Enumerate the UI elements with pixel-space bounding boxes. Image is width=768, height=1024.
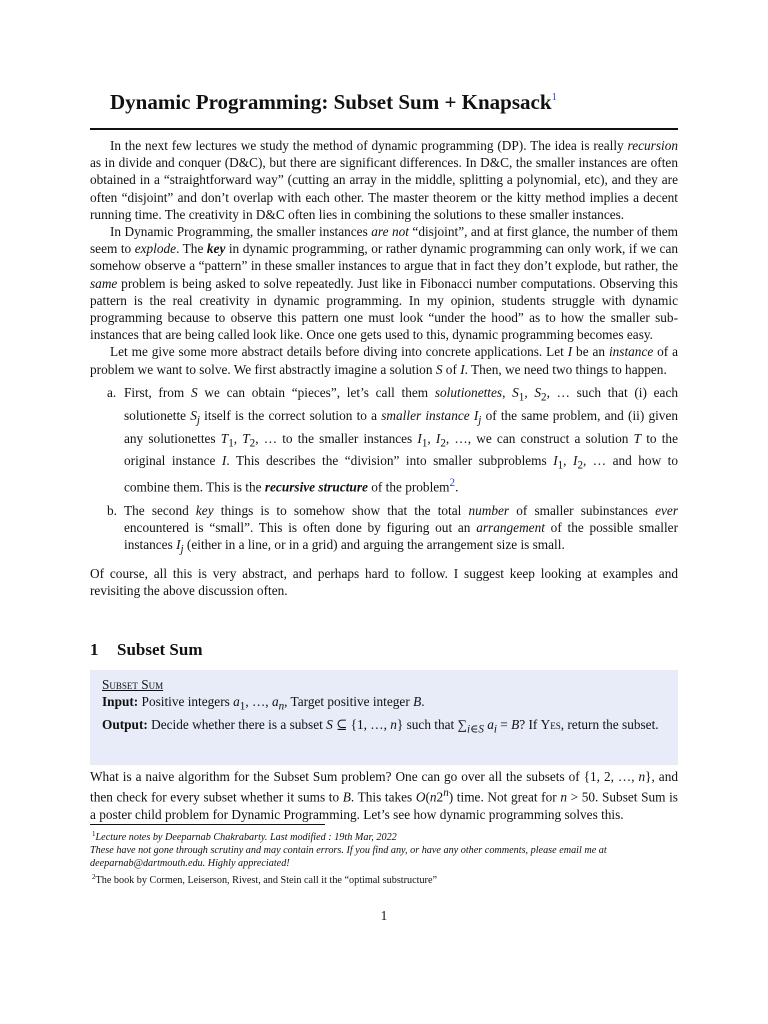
paper-title: Dynamic Programming: Subset Sum + Knapsack$^1$ xyxy=(110,90,558,114)
footnote-ref-2[interactable]: 2 xyxy=(449,477,456,490)
footnote-1: $^1$Lecture notes by Deeparnab Chakrabarty. Last modified : 19th Mar, 2022 xyxy=(92,830,397,843)
page-number: 1 xyxy=(380,908,388,923)
problem-name: Subset Sum xyxy=(102,677,164,692)
input-label: Input: xyxy=(102,694,139,710)
section-title: Subset Sum xyxy=(117,640,203,659)
section-heading xyxy=(90,640,203,660)
problem-box xyxy=(90,670,678,765)
output-label: Output: xyxy=(102,717,148,733)
footnote-1-note: These have not gone through scrutiny and may contain errors. If you find any, or have any other comments, please email me at deeparnab@dartmouth.edu. Highly appreciated! xyxy=(90,845,607,870)
list-item-b: b. The second key things is to somehow show that the total number of smaller subinstances ever encountered is “small”. This is often done by figuring out an arrangement of the possible smaller instances $I_j$ (either in a line, or in a grid) and arguing the arrangement size is small. xyxy=(107,502,678,556)
footnote-2: $^2$The book by Cormen, Leiserson, Rivest, and Stein call it the “optimal substructure” xyxy=(92,872,437,886)
list-item-a: a. First, from S we can obtain “pieces”, let’s call them solutionettes, $S_1$, $S_2$, … such that (i) each solutionette $S_j$ itself is the correct solution to a smaller instance $I_j$ of the same problem, and (ii) given any solutionettes $T_1$, $T_2$, … to the smaller instances $I_1$, $I_2$, …, we can construct a solution T to the original instance I. This describes the “division” into smaller subproblems $I_1$, $I_2$, … and how to combine them. This is the recursive structure of the problem$^2$. xyxy=(107,384,679,495)
problem-output: Output: Decide whether there is a subset S ⊆ {1, …, n} such that $\sum_{i\in S}$ $a_i = B$? If Yes, return the subset. xyxy=(102,717,659,736)
footnote-rule xyxy=(90,824,325,825)
list-marker-b: b. xyxy=(107,502,117,518)
title-rule xyxy=(90,128,678,130)
section-number: 1 xyxy=(90,640,99,659)
paragraph-4: Of course, all this is very abstract, and perhaps hard to follow. I suggest keep looking at examples and revisiting the above discussion often. xyxy=(90,566,678,599)
paragraph-2: In Dynamic Programming, the smaller instances are not “disjoint”, and at first glance, the number of them seem to explode. The key in dynamic programming, or rather dynamic programming can only work, if we can somehow observe a “pattern” in these smaller instances to argue that in fact they don’t explode, but rather, the same problem is being asked to solve repeatedly. Just like in Fibonacci number computations. Observing this pattern is the real creativity in dynamic programming. In my opinion, students struggle with dynamic programming because to observe this pattern one must look “under the hood” as to how the smaller sub-instances that are being called look like. Once one gets used to this, dynamic programming becomes easy. xyxy=(90,224,679,343)
footnotes xyxy=(90,828,678,887)
naive-algorithm-paragraph: What is a naive algorithm for the Subset Sum problem? One can go over all the subsets of {1, 2, …, n}, and then check for every subset whether it sums to B. This takes O(n2$^n$) time. Not great for n > 50. Subset Sum is a poster child problem for Dynamic Programming. Let’s see how dynamic programming solves this. xyxy=(90,769,679,822)
paragraph-3: Let me give some more abstract details before diving into concrete applications. Let I be an instance of a problem we want to solve. We first abstractly imagine a solution S of I. Then, we need two things to happen. xyxy=(90,344,678,377)
requirements-list xyxy=(90,384,678,559)
intro-body xyxy=(90,137,678,600)
problem-input: Input: Positive integers $a_1$, …, $a_n$, Target positive integer B. xyxy=(102,694,425,713)
title-footnote-mark[interactable]: 1 xyxy=(551,91,558,103)
paragraph-1: In the next few lectures we study the method of dynamic programming (DP). The idea is really recursion as in divide and conquer (D&C), but there are significant differences. In D&C, the smaller instances are often obtained in a “straightforward way” (cutting an array in the middle, splitting a polynomial, etc), and they are often “disjoint” and don’t overlap with each other. The master theorem or the kitty method implies a decent running time. The creativity in D&C often lies in combining the solutions to these smaller instances. xyxy=(90,138,678,222)
list-marker-a: a. xyxy=(107,384,117,400)
